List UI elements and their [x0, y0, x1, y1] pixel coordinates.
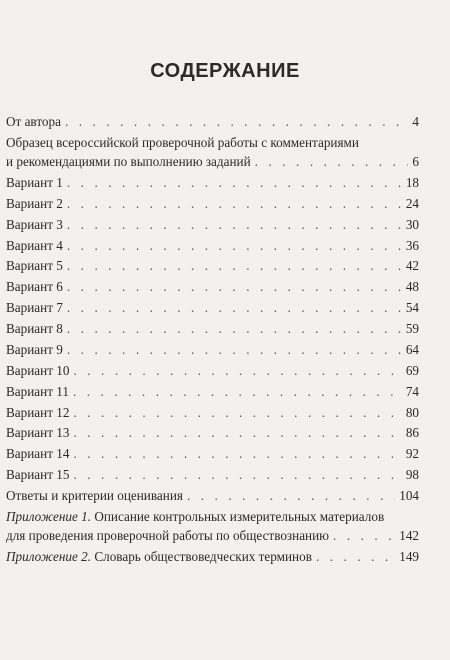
toc-entry-page: 54: [405, 300, 419, 316]
toc-entry-page: 80: [405, 404, 419, 420]
toc-entry-label: Вариант 11: [6, 383, 69, 399]
toc-entry-variant[interactable]: [6, 298, 419, 317]
toc-entry-appendix-1[interactable]: [6, 507, 419, 545]
toc-entry-page: 74: [405, 383, 419, 399]
toc-entry-page: 92: [405, 446, 419, 462]
toc-entry-sample[interactable]: [6, 133, 419, 171]
appendix-title: Словарь обществоведческих терминов: [91, 549, 312, 565]
appendix-prefix: Приложение 2.: [6, 549, 92, 565]
toc-entry-label: [6, 547, 312, 566]
dot-leader: [67, 277, 402, 296]
toc-entry-variant[interactable]: [6, 319, 419, 338]
toc-entry-page: 4: [412, 114, 419, 129]
toc-entry-page: 48: [405, 279, 419, 295]
dot-leader: [316, 547, 395, 566]
toc-entry-page: 18: [405, 174, 419, 190]
dot-leader: [73, 382, 402, 401]
toc-entry-label-line2: и рекомендациями по выполнению заданий: [6, 154, 251, 170]
toc-entry-page: 98: [405, 467, 419, 483]
toc-variants-list: [6, 173, 419, 484]
toc-entry-variant[interactable]: [6, 194, 419, 213]
toc-entry-variant[interactable]: [6, 403, 419, 422]
dot-leader: [67, 298, 402, 317]
toc-entry-label-line2: для проведения проверочной работы по обществознанию: [6, 528, 330, 544]
dot-leader: [255, 152, 409, 171]
toc-entry-page: 24: [405, 195, 419, 211]
toc-entry-page: 30: [405, 216, 419, 232]
dot-leader: [73, 361, 401, 380]
toc-entry-label: Вариант 13: [6, 425, 70, 441]
dot-leader: [73, 444, 401, 463]
toc-entry-page: 36: [405, 237, 419, 253]
toc-entry-label: Вариант 2: [6, 195, 63, 211]
toc-entry-page: 42: [405, 258, 419, 274]
dot-leader: [67, 215, 402, 234]
toc-entry-label: Вариант 9: [6, 341, 63, 357]
toc-entry-label: Вариант 10: [6, 362, 70, 378]
toc-entry-label: Вариант 8: [6, 321, 63, 337]
toc-entry-label-line1: [6, 507, 419, 526]
dot-leader: [187, 486, 395, 505]
dot-leader: [67, 194, 402, 213]
toc-entry-page: 142: [399, 528, 419, 544]
toc-entry-variant[interactable]: [6, 256, 419, 275]
appendix-title-part1: Описание контрольных измерительных материалов: [91, 508, 385, 524]
toc-entry-variant[interactable]: [6, 173, 419, 192]
appendix-prefix: Приложение 1.: [6, 508, 92, 524]
dot-leader: [67, 340, 402, 359]
toc-entry-variant[interactable]: [6, 236, 419, 255]
dot-leader: [73, 403, 401, 422]
toc-entry-variant[interactable]: [6, 444, 419, 463]
toc-entry-variant[interactable]: [6, 277, 419, 296]
toc-entry-variant[interactable]: [6, 215, 419, 234]
toc-entry-page: 59: [405, 321, 419, 337]
toc-entry-from-author[interactable]: [6, 112, 419, 131]
toc-entry-page: 86: [405, 425, 419, 441]
toc-entry-label: Вариант 5: [6, 258, 63, 274]
dot-leader: [67, 173, 402, 192]
toc-entry-variant[interactable]: [6, 465, 419, 484]
toc-entry-variant[interactable]: [6, 382, 419, 401]
table-of-contents: [6, 112, 419, 568]
toc-entry-page: 69: [405, 362, 419, 378]
toc-entry-label: Вариант 3: [6, 216, 63, 232]
dot-leader: [67, 256, 402, 275]
page-title: СОДЕРЖАНИЕ: [150, 60, 300, 82]
toc-entry-label: От автора: [6, 114, 61, 129]
dot-leader: [67, 236, 402, 255]
dot-leader: [67, 319, 402, 338]
toc-entry-variant[interactable]: [6, 361, 419, 380]
toc-entry-label-line1: Образец всероссийской проверочной работы с комментариями: [6, 134, 359, 150]
toc-entry-label: Вариант 1: [6, 174, 63, 190]
toc-entry-page: 149: [399, 549, 419, 565]
dot-leader: [73, 423, 401, 442]
toc-entry-variant[interactable]: [6, 423, 419, 442]
toc-entry-label: Вариант 4: [6, 237, 63, 253]
toc-entry-label: Вариант 12: [6, 404, 70, 420]
dot-leader: [73, 465, 401, 484]
toc-entry-page: 104: [399, 488, 419, 504]
toc-entry-label: Ответы и критерии оценивания: [6, 488, 183, 504]
toc-entry-variant[interactable]: [6, 340, 419, 359]
dot-leader: [333, 526, 395, 545]
toc-entry-page: 6: [412, 154, 419, 170]
toc-entry-page: 64: [405, 341, 419, 357]
toc-entry-answers[interactable]: [6, 486, 419, 505]
toc-entry-label: Вариант 7: [6, 300, 63, 316]
toc-entry-label: Вариант 14: [6, 446, 70, 462]
dot-leader: [65, 112, 408, 131]
toc-entry-appendix-2[interactable]: [6, 547, 419, 566]
toc-entry-label: Вариант 15: [6, 467, 70, 483]
toc-entry-label: Вариант 6: [6, 279, 63, 295]
